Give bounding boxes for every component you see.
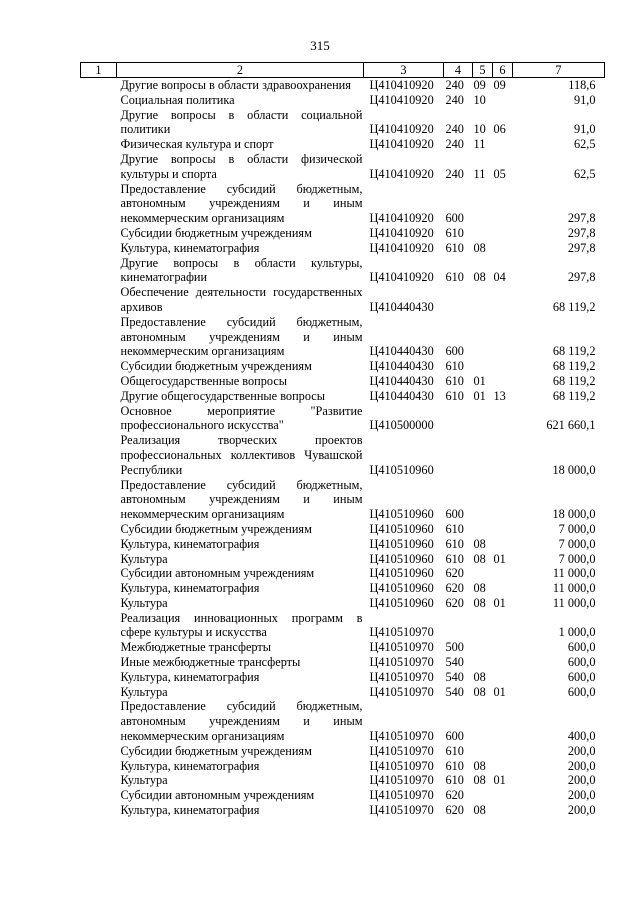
cell-amount: 200,0 (567, 803, 596, 818)
cell-amount: 200,0 (567, 743, 596, 758)
table-row (81, 803, 605, 818)
cell-name: Культура (120, 684, 168, 699)
cell-number (81, 315, 117, 359)
cell-target-article: Ц410500000 (369, 418, 434, 433)
cell-number (81, 285, 117, 315)
cell-target-article: Ц410410920 (369, 166, 434, 181)
header-col-2: 2 (117, 63, 364, 78)
cell-section: 09 (473, 78, 486, 92)
cell-target-article: Ц410410920 (369, 270, 434, 285)
cell-name: Культура (120, 595, 168, 610)
cell-name: Субсидии бюджетным учреждениям (120, 743, 312, 758)
cell-amount: 297,8 (567, 240, 596, 255)
cell-expense-type: 620 (445, 788, 464, 803)
cell-name: Культура (120, 551, 168, 566)
cell-number (81, 655, 117, 670)
header-col-5: 5 (473, 63, 493, 78)
header-col-7: 7 (513, 63, 605, 78)
table-row (81, 78, 605, 93)
cell-amount: 1 000,0 (558, 625, 596, 640)
cell-name: Основное мероприятие "Развитие профессионального искусства" (120, 403, 363, 433)
cell-name: Социальная политика (120, 92, 235, 107)
cell-subsection: 04 (493, 270, 506, 285)
cell-expense-type (444, 404, 473, 434)
cell-target-article: Ц410440430 (369, 388, 434, 403)
cell-target-article: Ц410410920 (369, 240, 434, 255)
cell-amount: 11 000,0 (552, 566, 596, 581)
cell-section (473, 478, 493, 522)
cell-expense-type (444, 285, 473, 315)
cell-amount: 297,8 (567, 225, 596, 240)
cell-number (81, 137, 117, 152)
cell-target-article: Ц410410920 (369, 137, 434, 152)
cell-number (81, 389, 117, 404)
cell-target-article: Ц410510960 (369, 595, 434, 610)
cell-subsection (493, 478, 513, 522)
cell-target-article: Ц410510960 (369, 581, 434, 596)
cell-subsection (493, 404, 513, 434)
table-row (81, 537, 605, 552)
cell-amount: 400,0 (567, 729, 596, 744)
table-row (81, 433, 605, 477)
cell-expense-type: 240 (445, 92, 464, 107)
table-row (81, 152, 605, 182)
cell-subsection (493, 640, 513, 655)
cell-expense-type: 610 (445, 240, 464, 255)
cell-subsection (493, 744, 513, 759)
table-row (81, 315, 605, 359)
cell-amount: 18 000,0 (552, 462, 596, 477)
cell-name: Субсидии бюджетным учреждениям (120, 521, 312, 536)
cell-section (473, 226, 493, 241)
cell-subsection (493, 226, 513, 241)
table-row (81, 241, 605, 256)
cell-section: 08 (473, 773, 486, 788)
header-col-6: 6 (493, 63, 513, 78)
cell-expense-type: 620 (445, 581, 464, 596)
cell-expense-type: 610 (445, 551, 464, 566)
cell-amount: 62,5 (573, 137, 596, 152)
cell-subsection (493, 433, 513, 477)
cell-name: Культура, кинематография (120, 536, 260, 551)
cell-name: Культура, кинематография (120, 758, 260, 773)
cell-amount: 18 000,0 (552, 507, 596, 522)
cell-subsection (493, 93, 513, 108)
cell-section (473, 566, 493, 581)
cell-number (81, 226, 117, 241)
cell-target-article: Ц410510960 (369, 551, 434, 566)
cell-expense-type: 240 (445, 137, 464, 152)
cell-subsection (493, 137, 513, 152)
cell-amount: 62,5 (573, 166, 596, 181)
cell-target-article: Ц410440430 (369, 344, 434, 359)
cell-name: Культура, кинематография (120, 581, 260, 596)
cell-section: 08 (473, 270, 486, 285)
cell-amount: 68 119,2 (552, 388, 596, 403)
cell-number (81, 404, 117, 434)
cell-expense-type: 610 (445, 388, 464, 403)
cell-number (81, 78, 117, 93)
cell-subsection: 06 (493, 122, 506, 137)
cell-number (81, 93, 117, 108)
table-row (81, 611, 605, 641)
cell-section (473, 285, 493, 315)
cell-subsection: 01 (493, 551, 506, 566)
cell-target-article: Ц410510960 (369, 536, 434, 551)
cell-name: Другие общегосударственные вопросы (120, 388, 325, 403)
cell-number (81, 759, 117, 774)
cell-target-article: Ц410510960 (369, 462, 434, 477)
cell-expense-type: 620 (445, 595, 464, 610)
cell-name: Субсидии бюджетным учреждениям (120, 225, 312, 240)
cell-name: Субсидии автономным учреждениям (120, 788, 315, 803)
cell-amount: 68 119,2 (552, 344, 596, 359)
cell-expense-type: 600 (445, 344, 464, 359)
cell-name: Общегосударственные вопросы (120, 373, 288, 388)
cell-expense-type: 500 (445, 640, 464, 655)
cell-name: Иные межбюджетные трансферты (120, 655, 301, 670)
cell-amount: 7 000,0 (558, 536, 596, 551)
cell-subsection (493, 241, 513, 256)
cell-number (81, 256, 117, 286)
cell-number (81, 744, 117, 759)
cell-subsection (493, 611, 513, 641)
cell-subsection (493, 537, 513, 552)
table-row (81, 566, 605, 581)
cell-number (81, 685, 117, 700)
cell-amount: 68 119,2 (552, 359, 596, 374)
cell-subsection (493, 374, 513, 389)
table-header (81, 63, 605, 78)
cell-number (81, 699, 117, 743)
table-row (81, 389, 605, 404)
cell-expense-type: 610 (445, 536, 464, 551)
cell-expense-type: 610 (445, 359, 464, 374)
cell-number (81, 773, 117, 788)
cell-expense-type: 540 (445, 684, 464, 699)
cell-name: Предоставление субсидий бюджетным, автономным учреждениям и иным некоммерческим организациям (120, 314, 363, 359)
cell-subsection: 01 (493, 684, 506, 699)
cell-number (81, 182, 117, 226)
cell-name: Субсидии автономным учреждениям (120, 566, 315, 581)
cell-amount: 621 660,1 (546, 418, 596, 433)
table-row (81, 773, 605, 788)
cell-target-article: Ц410510970 (369, 773, 434, 788)
cell-name: Другие вопросы в области здравоохранения (120, 78, 351, 92)
cell-subsection: 09 (493, 78, 506, 92)
cell-expense-type (444, 611, 473, 641)
cell-target-article: Ц410440430 (369, 299, 434, 314)
cell-section: 11 (473, 166, 486, 181)
cell-name: Другие вопросы в области культуры, кинематографии (120, 255, 363, 285)
cell-number (81, 241, 117, 256)
table-row (81, 137, 605, 152)
cell-subsection: 01 (493, 773, 506, 788)
page-number: 315 (310, 38, 330, 53)
cell-expense-type: 610 (445, 521, 464, 536)
table-row (81, 685, 605, 700)
cell-name: Предоставление субсидий бюджетным, автономным учреждениям и иным некоммерческим организациям (120, 699, 363, 744)
cell-subsection (493, 285, 513, 315)
cell-subsection (493, 655, 513, 670)
cell-expense-type: 240 (445, 166, 464, 181)
cell-section (473, 699, 493, 743)
table-row (81, 404, 605, 434)
cell-amount: 200,0 (567, 758, 596, 773)
cell-section (473, 744, 493, 759)
table-row (81, 359, 605, 374)
table-row (81, 655, 605, 670)
cell-amount: 600,0 (567, 640, 596, 655)
cell-amount: 7 000,0 (558, 521, 596, 536)
cell-target-article: Ц410510970 (369, 729, 434, 744)
cell-expense-type: 610 (445, 758, 464, 773)
cell-number (81, 581, 117, 596)
cell-target-article: Ц410440430 (369, 359, 434, 374)
cell-number (81, 566, 117, 581)
table-row (81, 759, 605, 774)
cell-amount: 600,0 (567, 684, 596, 699)
cell-section (473, 182, 493, 226)
cell-target-article: Ц410510970 (369, 684, 434, 699)
cell-subsection: 01 (493, 595, 506, 610)
cell-number (81, 478, 117, 522)
cell-target-article: Ц410440430 (369, 373, 434, 388)
table-row (81, 744, 605, 759)
cell-expense-type: 610 (445, 270, 464, 285)
header-col-3: 3 (364, 63, 444, 78)
cell-expense-type: 610 (445, 773, 464, 788)
cell-name: Реализация инновационных программ в сфере культуры и искусства (120, 610, 363, 640)
table-row (81, 640, 605, 655)
cell-target-article: Ц410410920 (369, 122, 434, 137)
cell-expense-type: 600 (445, 729, 464, 744)
cell-expense-type: 540 (445, 655, 464, 670)
cell-name: Культура (120, 773, 168, 788)
cell-amount: 7 000,0 (558, 551, 596, 566)
cell-name: Субсидии бюджетным учреждениям (120, 359, 312, 374)
table-row (81, 699, 605, 743)
cell-number (81, 108, 117, 138)
cell-section: 08 (473, 581, 486, 596)
table-row (81, 374, 605, 389)
cell-section: 01 (473, 373, 486, 388)
cell-target-article: Ц410410920 (369, 225, 434, 240)
cell-expense-type: 620 (445, 566, 464, 581)
cell-expense-type: 240 (445, 78, 464, 92)
cell-section: 11 (473, 137, 486, 152)
header-col-1: 1 (81, 63, 117, 78)
cell-amount: 11 000,0 (552, 595, 596, 610)
header-row (81, 63, 605, 78)
cell-subsection (493, 182, 513, 226)
table-body (81, 78, 605, 818)
table-row (81, 670, 605, 685)
cell-name: Другие вопросы в области физической культуры и спорта (120, 151, 363, 181)
cell-name: Культура, кинематография (120, 669, 260, 684)
cell-number (81, 359, 117, 374)
cell-section (473, 640, 493, 655)
cell-number (81, 522, 117, 537)
table-row (81, 596, 605, 611)
cell-target-article: Ц410510970 (369, 625, 434, 640)
cell-section: 08 (473, 595, 486, 610)
cell-subsection (493, 522, 513, 537)
header-col-4: 4 (444, 63, 473, 78)
cell-target-article: Ц410410920 (369, 92, 434, 107)
cell-amount: 297,8 (567, 211, 596, 226)
cell-section (473, 788, 493, 803)
cell-target-article: Ц410510960 (369, 521, 434, 536)
cell-subsection (493, 315, 513, 359)
cell-target-article: Ц410510970 (369, 655, 434, 670)
cell-section: 08 (473, 551, 486, 566)
cell-expense-type: 240 (445, 122, 464, 137)
cell-section: 01 (473, 388, 486, 403)
cell-amount: 91,0 (573, 92, 596, 107)
cell-name: Физическая культура и спорт (120, 137, 274, 152)
cell-number (81, 670, 117, 685)
cell-amount: 68 119,2 (552, 373, 596, 388)
table-row (81, 581, 605, 596)
cell-target-article: Ц410510960 (369, 507, 434, 522)
cell-number (81, 374, 117, 389)
table-row (81, 93, 605, 108)
cell-section: 08 (473, 684, 486, 699)
cell-subsection (493, 759, 513, 774)
cell-name: Предоставление субсидий бюджетным, автономным учреждениям и иным некоммерческим организациям (120, 181, 363, 226)
cell-section (473, 404, 493, 434)
table-row (81, 226, 605, 241)
table-row (81, 256, 605, 286)
cell-target-article: Ц410510970 (369, 788, 434, 803)
cell-number (81, 552, 117, 567)
cell-target-article: Ц410410920 (369, 211, 434, 226)
cell-subsection (493, 803, 513, 818)
cell-amount: 91,0 (573, 122, 596, 137)
table-row (81, 478, 605, 522)
cell-expense-type: 610 (445, 743, 464, 758)
cell-section: 08 (473, 758, 486, 773)
cell-expense-type: 600 (445, 507, 464, 522)
cell-number (81, 152, 117, 182)
cell-section: 08 (473, 669, 486, 684)
table-row (81, 552, 605, 567)
table-row (81, 788, 605, 803)
cell-subsection: 05 (493, 166, 506, 181)
cell-amount: 11 000,0 (552, 581, 596, 596)
cell-section (473, 315, 493, 359)
cell-name: Культура, кинематография (120, 803, 260, 818)
cell-subsection (493, 359, 513, 374)
cell-number (81, 537, 117, 552)
cell-target-article: Ц410510970 (369, 640, 434, 655)
cell-number (81, 803, 117, 818)
cell-amount: 600,0 (567, 669, 596, 684)
cell-amount: 600,0 (567, 655, 596, 670)
cell-subsection: 13 (493, 388, 506, 403)
cell-amount: 297,8 (567, 270, 596, 285)
table-row (81, 108, 605, 138)
cell-target-article: Ц410510970 (369, 803, 434, 818)
cell-expense-type: 610 (445, 373, 464, 388)
cell-expense-type: 610 (445, 225, 464, 240)
cell-amount: 200,0 (567, 788, 596, 803)
cell-expense-type: 600 (445, 211, 464, 226)
cell-number (81, 788, 117, 803)
cell-section (473, 522, 493, 537)
cell-name: Другие вопросы в области социальной политики (120, 107, 363, 137)
cell-subsection (493, 566, 513, 581)
cell-section: 10 (473, 92, 486, 107)
cell-name: Культура, кинематография (120, 240, 260, 255)
cell-number (81, 611, 117, 641)
cell-amount: 200,0 (567, 773, 596, 788)
cell-target-article: Ц410510970 (369, 758, 434, 773)
table-row (81, 285, 605, 315)
cell-subsection (493, 581, 513, 596)
table-row (81, 182, 605, 226)
cell-target-article: Ц410510960 (369, 566, 434, 581)
cell-subsection (493, 670, 513, 685)
cell-section (473, 655, 493, 670)
table-row (81, 522, 605, 537)
cell-subsection (493, 699, 513, 743)
cell-number (81, 596, 117, 611)
cell-expense-type (444, 433, 473, 477)
cell-amount: 118,6 (568, 78, 596, 92)
cell-section (473, 359, 493, 374)
cell-subsection (493, 788, 513, 803)
cell-expense-type: 620 (445, 803, 464, 818)
cell-number (81, 433, 117, 477)
cell-name: Реализация творческих проектов профессиональных коллективов Чувашской Республики (120, 433, 363, 477)
cell-name: Обеспечение деятельности государственных архивов (120, 285, 363, 314)
cell-section (473, 433, 493, 477)
cell-section: 08 (473, 536, 486, 551)
cell-section: 08 (473, 240, 486, 255)
cell-expense-type: 540 (445, 669, 464, 684)
budget-table (80, 62, 605, 818)
cell-number (81, 640, 117, 655)
cell-name: Предоставление субсидий бюджетным, автономным учреждениям и иным некоммерческим организациям (120, 477, 363, 522)
cell-section (473, 611, 493, 641)
cell-target-article: Ц410410920 (369, 78, 434, 92)
cell-section: 10 (473, 122, 486, 137)
cell-name: Межбюджетные трансферты (120, 640, 272, 655)
cell-target-article: Ц410510970 (369, 743, 434, 758)
cell-amount: 68 119,2 (552, 299, 596, 314)
cell-section: 08 (473, 803, 486, 818)
cell-target-article: Ц410510970 (369, 669, 434, 684)
